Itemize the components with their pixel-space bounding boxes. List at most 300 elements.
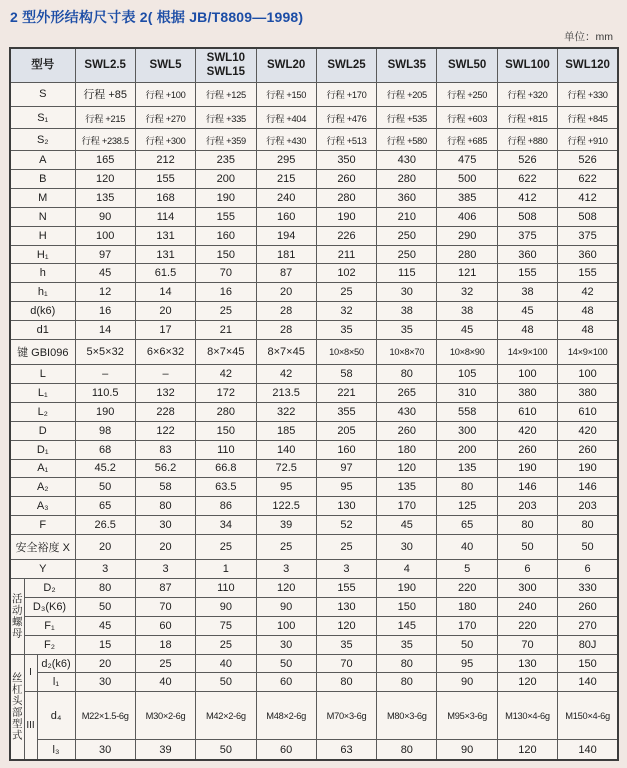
cell: 38: [497, 283, 557, 302]
cell: 50: [256, 654, 316, 673]
cell: 45: [75, 264, 135, 283]
cell: 375: [497, 226, 557, 245]
cell: 行程 +250: [437, 82, 497, 107]
cell: 87: [135, 578, 195, 597]
cell: M48×2-6g: [256, 692, 316, 740]
cell: 131: [135, 226, 195, 245]
subgroup-label: III: [24, 692, 37, 760]
cell: 526: [497, 150, 557, 169]
cell: 45: [497, 302, 557, 321]
cell: 190: [316, 207, 376, 226]
cell: 70: [196, 264, 256, 283]
cell: 行程 +580: [377, 129, 437, 151]
cell: 260: [558, 597, 618, 616]
cell: 80: [377, 654, 437, 673]
cell: 122: [135, 421, 195, 440]
column-header: SWL2.5: [75, 48, 135, 82]
group-label: 活动螺母: [10, 578, 24, 654]
cell: 25: [196, 535, 256, 560]
cell: 260: [316, 169, 376, 188]
cell: 20: [75, 654, 135, 673]
cell: 50: [196, 740, 256, 760]
cell: 172: [196, 383, 256, 402]
cell: 221: [316, 383, 376, 402]
cell: 35: [316, 321, 376, 340]
cell: 90: [437, 740, 497, 760]
row-label: S₂: [10, 129, 75, 151]
cell: 155: [196, 207, 256, 226]
cell: 42: [256, 364, 316, 383]
cell: 226: [316, 226, 376, 245]
cell: 135: [75, 188, 135, 207]
cell: 120: [497, 673, 557, 692]
cell: 行程 +125: [196, 82, 256, 107]
cell: 412: [497, 188, 557, 207]
table-row: [10, 383, 618, 402]
cell: 190: [196, 188, 256, 207]
cell: 14: [135, 283, 195, 302]
cell: 70: [497, 635, 557, 654]
cell: 135: [377, 478, 437, 497]
table-row: [10, 150, 618, 169]
cell: 行程 +330: [558, 82, 618, 107]
cell: 14×9×100: [558, 340, 618, 365]
cell: 45: [437, 321, 497, 340]
cell: M150×4-6g: [558, 692, 618, 740]
row-label: A₁: [10, 459, 75, 478]
cell: 100: [497, 364, 557, 383]
cell: 75: [196, 616, 256, 635]
row-label: D: [10, 421, 75, 440]
cell: 215: [256, 169, 316, 188]
cell: 行程 +685: [437, 129, 497, 151]
row-label: l₁: [37, 673, 75, 692]
cell: 25: [196, 635, 256, 654]
cell: M22×1.5-6g: [75, 692, 135, 740]
cell: 160: [196, 226, 256, 245]
cell: 21: [196, 321, 256, 340]
cell: 90: [437, 673, 497, 692]
cell: 300: [497, 578, 557, 597]
cell: 420: [558, 421, 618, 440]
cell: 20: [135, 535, 195, 560]
cell: 80: [377, 740, 437, 760]
cell: 160: [316, 440, 376, 459]
cell: M30×2-6g: [135, 692, 195, 740]
row-label: H₁: [10, 245, 75, 264]
cell: 120: [316, 616, 376, 635]
cell: 150: [558, 654, 618, 673]
cell: 42: [558, 283, 618, 302]
cell: 58: [135, 478, 195, 497]
cell: 500: [437, 169, 497, 188]
unit-label: 单位：mm: [564, 31, 613, 43]
row-label: F₂: [24, 635, 75, 654]
cell: 360: [497, 245, 557, 264]
cell: 35: [377, 321, 437, 340]
cell: 170: [377, 497, 437, 516]
cell: 622: [558, 169, 618, 188]
cell: 412: [558, 188, 618, 207]
cell: 105: [437, 364, 497, 383]
cell: 63.5: [196, 478, 256, 497]
cell: 4: [377, 559, 437, 578]
cell: 280: [316, 188, 376, 207]
model-header: 型号: [10, 48, 75, 82]
table-row: [10, 635, 618, 654]
row-label: M: [10, 188, 75, 207]
cell: 12: [75, 283, 135, 302]
cell: 10×8×50: [316, 340, 376, 365]
cell: 610: [497, 402, 557, 421]
page-title: 2 型外形结构尺寸表 2( 根据 JB/T8809—1998): [10, 9, 304, 25]
cell: 135: [437, 459, 497, 478]
row-label: D₁: [10, 440, 75, 459]
cell: M42×2-6g: [196, 692, 256, 740]
cell: 30: [256, 635, 316, 654]
cell: 行程 +270: [135, 107, 195, 129]
cell: 50: [196, 673, 256, 692]
cell: 120: [256, 578, 316, 597]
cell: 475: [437, 150, 497, 169]
cell: 213.5: [256, 383, 316, 402]
cell: 行程 +238.5: [75, 129, 135, 151]
cell: 280: [196, 402, 256, 421]
cell: 48: [497, 321, 557, 340]
cell: 212: [135, 150, 195, 169]
cell: 68: [75, 440, 135, 459]
cell: 155: [135, 169, 195, 188]
cell: 155: [497, 264, 557, 283]
cell: 295: [256, 150, 316, 169]
cell: 300: [437, 421, 497, 440]
table-row: [10, 82, 618, 107]
cell: 行程 +603: [437, 107, 497, 129]
table-row: [10, 673, 618, 692]
cell: 35: [316, 635, 376, 654]
row-label: H: [10, 226, 75, 245]
cell: 80: [377, 364, 437, 383]
cell: 270: [558, 616, 618, 635]
row-label: d₂(k6): [37, 654, 75, 673]
cell: 39: [256, 516, 316, 535]
cell: 行程 +513: [316, 129, 376, 151]
table-row: [10, 597, 618, 616]
cell: 95: [437, 654, 497, 673]
cell: 380: [558, 383, 618, 402]
column-header: SWL5: [135, 48, 195, 82]
row-label: Y: [10, 559, 75, 578]
table-row: [10, 516, 618, 535]
cell: 132: [135, 383, 195, 402]
cell: 8×7×45: [196, 340, 256, 365]
cell: 165: [75, 150, 135, 169]
cell: 50: [437, 635, 497, 654]
cell: 25: [135, 654, 195, 673]
cell: 360: [558, 245, 618, 264]
cell: 430: [377, 402, 437, 421]
cell: 50: [497, 535, 557, 560]
table-row: [10, 207, 618, 226]
cell: 380: [497, 383, 557, 402]
table-row: [10, 740, 618, 760]
column-header: SWL20: [256, 48, 316, 82]
table-row: [10, 459, 618, 478]
cell: 70: [316, 654, 376, 673]
cell: 260: [558, 440, 618, 459]
cell: 6: [497, 559, 557, 578]
table-header: [10, 48, 618, 82]
cell: 34: [196, 516, 256, 535]
cell: 355: [316, 402, 376, 421]
cell: 80J: [558, 635, 618, 654]
cell: 3: [135, 559, 195, 578]
cell: 322: [256, 402, 316, 421]
cell: 60: [256, 673, 316, 692]
cell: 185: [256, 421, 316, 440]
cell: 110: [196, 440, 256, 459]
cell: 30: [377, 283, 437, 302]
cell: 140: [256, 440, 316, 459]
cell: 32: [316, 302, 376, 321]
cell: 52: [316, 516, 376, 535]
cell: 6×6×32: [135, 340, 195, 365]
cell: 350: [316, 150, 376, 169]
cell: 65: [437, 516, 497, 535]
cell: 86: [196, 497, 256, 516]
cell: 3: [256, 559, 316, 578]
cell: 行程 +430: [256, 129, 316, 151]
cell: 18: [135, 635, 195, 654]
row-label: N: [10, 207, 75, 226]
table-row: [10, 535, 618, 560]
cell: 15: [75, 635, 135, 654]
column-header: SWL100: [497, 48, 557, 82]
cell: 130: [316, 597, 376, 616]
cell: 63: [316, 740, 376, 760]
cell: 20: [75, 535, 135, 560]
table-row: [10, 578, 618, 597]
cell: 50: [558, 535, 618, 560]
cell: 95: [256, 478, 316, 497]
row-label: 键 GBI096: [10, 340, 75, 365]
row-label: d₄: [37, 692, 75, 740]
group-label: 丝杠头部型式: [10, 654, 24, 760]
cell: 25: [196, 302, 256, 321]
cell: 160: [256, 207, 316, 226]
cell: 360: [377, 188, 437, 207]
cell: 32: [437, 283, 497, 302]
cell: 20: [135, 302, 195, 321]
cell: 80: [316, 673, 376, 692]
cell: 25: [316, 535, 376, 560]
cell: 205: [316, 421, 376, 440]
cell: 220: [497, 616, 557, 635]
cell: 508: [558, 207, 618, 226]
cell: 420: [497, 421, 557, 440]
cell: 180: [437, 597, 497, 616]
cell: 行程 +535: [377, 107, 437, 129]
cell: 280: [377, 169, 437, 188]
cell: 行程 +359: [196, 129, 256, 151]
cell: 行程 +215: [75, 107, 135, 129]
cell: 60: [135, 616, 195, 635]
cell: 40: [135, 673, 195, 692]
cell: 140: [558, 673, 618, 692]
row-label: A₃: [10, 497, 75, 516]
cell: 622: [497, 169, 557, 188]
cell: 48: [558, 302, 618, 321]
cell: 110: [196, 578, 256, 597]
cell: 200: [196, 169, 256, 188]
cell: 90: [75, 207, 135, 226]
cell: 130: [316, 497, 376, 516]
cell: 310: [437, 383, 497, 402]
cell: 3: [316, 559, 376, 578]
table-row: [10, 321, 618, 340]
cell: 58: [316, 364, 376, 383]
row-label: 安全裕度 X: [10, 535, 75, 560]
row-label: d(k6): [10, 302, 75, 321]
cell: 155: [558, 264, 618, 283]
cell: 194: [256, 226, 316, 245]
cell: 80: [75, 578, 135, 597]
cell: 260: [497, 440, 557, 459]
table-row: [10, 107, 618, 129]
cell: 28: [256, 321, 316, 340]
cell: 6: [558, 559, 618, 578]
row-label: h₁: [10, 283, 75, 302]
cell: 190: [497, 459, 557, 478]
table-body: [10, 82, 618, 760]
table-row: [10, 245, 618, 264]
cell: 115: [377, 264, 437, 283]
column-header: SWL25: [316, 48, 376, 82]
subgroup-label: I: [24, 654, 37, 692]
table-row: [10, 654, 618, 673]
cell: 250: [377, 245, 437, 264]
cell: 40: [437, 535, 497, 560]
cell: 90: [196, 597, 256, 616]
row-label: h: [10, 264, 75, 283]
cell: 228: [135, 402, 195, 421]
cell: 30: [75, 740, 135, 760]
table-row: [10, 340, 618, 365]
table-row: [10, 264, 618, 283]
table-row: [10, 440, 618, 459]
cell: 80: [497, 516, 557, 535]
cell: 行程 +150: [256, 82, 316, 107]
cell: 14: [75, 321, 135, 340]
cell: 120: [497, 740, 557, 760]
row-label: L₁: [10, 383, 75, 402]
cell: 10×8×70: [377, 340, 437, 365]
cell: 385: [437, 188, 497, 207]
cell: 行程 +404: [256, 107, 316, 129]
row-label: D₂: [24, 578, 75, 597]
cell: 65: [75, 497, 135, 516]
cell: 430: [377, 150, 437, 169]
cell: 行程 +910: [558, 129, 618, 151]
cell: 28: [256, 302, 316, 321]
cell: 80: [377, 673, 437, 692]
cell: 16: [75, 302, 135, 321]
cell: 97: [75, 245, 135, 264]
row-label: L₂: [10, 402, 75, 421]
row-label: l₃: [37, 740, 75, 760]
table-row: [10, 169, 618, 188]
cell: M70×3-6g: [316, 692, 376, 740]
cell: 170: [437, 616, 497, 635]
row-label: S: [10, 82, 75, 107]
row-label: B: [10, 169, 75, 188]
table-row: [10, 129, 618, 151]
cell: 72.5: [256, 459, 316, 478]
cell: 行程 +815: [497, 107, 557, 129]
cell: 50: [75, 597, 135, 616]
cell: 66.8: [196, 459, 256, 478]
row-label: d1: [10, 321, 75, 340]
cell: 行程 +335: [196, 107, 256, 129]
cell: 38: [437, 302, 497, 321]
cell: 20: [256, 283, 316, 302]
table-row: [10, 497, 618, 516]
table-row: [10, 283, 618, 302]
cell: 70: [135, 597, 195, 616]
cell: 100: [75, 226, 135, 245]
cell: 83: [135, 440, 195, 459]
table-row: [10, 559, 618, 578]
cell: 30: [75, 673, 135, 692]
cell: 406: [437, 207, 497, 226]
dimension-table: [9, 47, 619, 761]
column-header: SWL35: [377, 48, 437, 82]
cell: 210: [377, 207, 437, 226]
table-row: [10, 421, 618, 440]
cell: 240: [497, 597, 557, 616]
row-label: F: [10, 516, 75, 535]
cell: 10×8×90: [437, 340, 497, 365]
cell: 8×7×45: [256, 340, 316, 365]
cell: 130: [497, 654, 557, 673]
cell: 40: [196, 654, 256, 673]
cell: 行程 +100: [135, 82, 195, 107]
cell: 110.5: [75, 383, 135, 402]
cell: 150: [196, 421, 256, 440]
cell: 260: [377, 421, 437, 440]
cell: 290: [437, 226, 497, 245]
cell: 50: [75, 478, 135, 497]
row-label: L: [10, 364, 75, 383]
cell: 150: [377, 597, 437, 616]
cell: 行程 +205: [377, 82, 437, 107]
cell: 行程 +476: [316, 107, 376, 129]
cell: 146: [497, 478, 557, 497]
cell: 17: [135, 321, 195, 340]
cell: 3: [75, 559, 135, 578]
cell: 38: [377, 302, 437, 321]
cell: 240: [256, 188, 316, 207]
cell: 150: [196, 245, 256, 264]
cell: 45.2: [75, 459, 135, 478]
cell: 203: [558, 497, 618, 516]
cell: 48: [558, 321, 618, 340]
cell: 203: [497, 497, 557, 516]
row-label: S₁: [10, 107, 75, 129]
cell: 5×5×32: [75, 340, 135, 365]
cell: 250: [377, 226, 437, 245]
row-label: F₁: [24, 616, 75, 635]
